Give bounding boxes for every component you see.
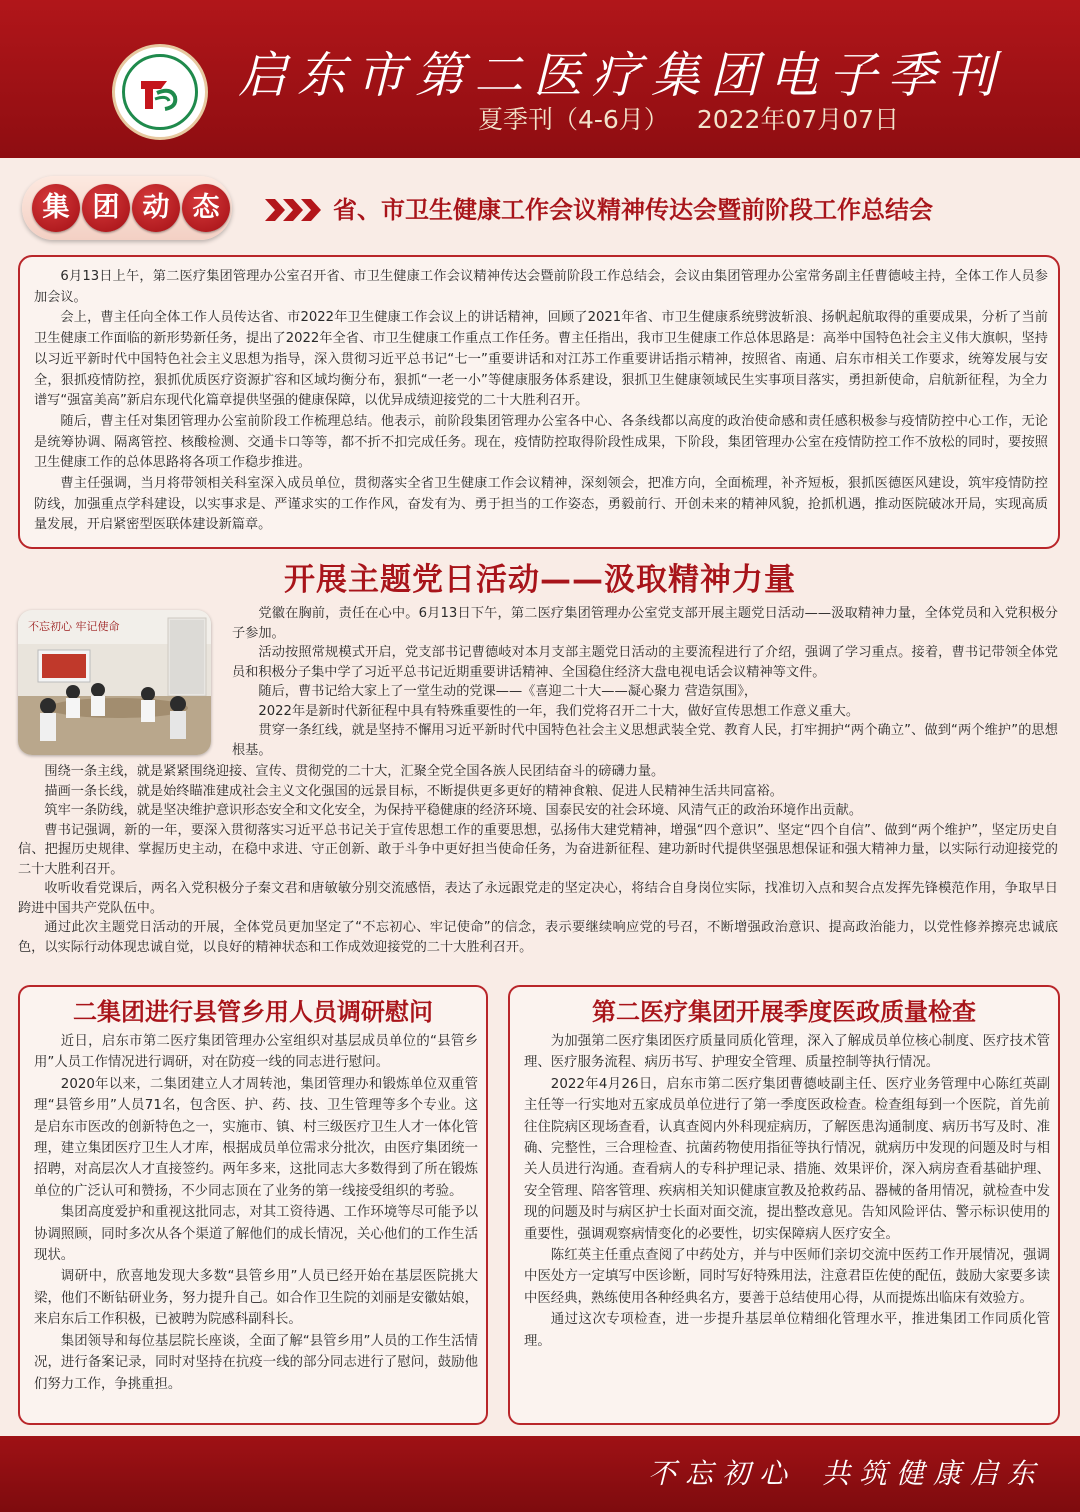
badge-char: 态 [182,184,230,232]
paragraph: 集团高度爱护和重视这批同志，对其工资待遇、工作环境等尽可能予以协调照顾，同时多次从各个渠道了解他们的成长情况，关心他们的工作生活现状。 [34,1205,478,1264]
paragraph: 2020年以来，二集团建立人才周转池，集团管理办和锻炼单位双重管理“县管乡用”人员71名，包含医、护、药、技、卫生管理等多个专业。这是启东市医改的创新特色之一，实施市、镇、村三级医疗卫生人才一体化管理，建立集团医疗卫生人才库，根据成员单位需求分批次，由医疗集团统一招聘，对高层次人才直接签约。两年多来，这批同志大多数得到了所在锻炼单位的广泛认可和赞扬，不少同志顶在了业务的第一线接受组织的考验。 [34,1076,478,1199]
badge-char: 集 [32,184,80,232]
article-party-day-body [18,762,1058,957]
paragraph: 曹主任强调，当月将带领相关科室深入成员单位，贯彻落实全省卫生健康工作会议精神，深刻领会，把准方向，全面梳理，补齐短板，狠抓医德医风建设，筑牢疫情防控防线，加强重点学科建设，以实事求是、严谨求实的工作作风，奋发有为、勇于担当的工作姿态，勇毅前行、开创未来的精神风貌，抢抓机遇，推动医院破冰开局，实现高质量发展，开启紧密型医联体建设新篇章。 [34,476,1048,533]
section-headline: 省、市卫生健康工作会议精神传达会暨前阶段工作总结会 [333,196,933,224]
paragraph: 为加强第二医疗集团医疗质量同质化管理，深入了解成员单位核心制度、医疗技术管理、医疗服务流程、病历书写、护理安全管理、质量控制等执行情况。 [524,1034,1050,1071]
issue-date: 2022年07月07日 [696,105,900,134]
paragraph: 集团领导和每位基层院长座谈，全面了解“县管乡用”人员的工作生活情况，进行备案记录，同时对坚持在抗疫一线的部分同志进行了慰问，鼓励他们努力工作，争挑重担。 [34,1333,478,1392]
paragraph: 活动按照常规模式开启，党支部书记曹德岐对本月支部主题党日活动的主要流程进行了介绍，强调了学习重点。接着，曹书记带领全体党员和积极分子集中学了习近平总书记近期重要讲话精神、全国稳住经济大盘电视电话会议精神等文件。 [232,645,1058,680]
badge-char: 团 [82,184,130,232]
party-day-photo [18,610,211,755]
slogan-part: 共筑健康启东 [821,1457,1044,1490]
paragraph: 6月13日上午，第二医疗集团管理办公室召开省、市卫生健康工作会议精神传达会暨前阶段工作总结会，会议由集团管理办公室常务副主任曹德岐主持，全体工作人员参加会议。 [34,269,1048,305]
paragraph: 会上，曹主任向全体工作人员传达省、市2022年卫生健康工作会议上的讲话精神，回顾了2021年省、市卫生健康系统劈波斩浪、扬帆起航取得的重要成果，分析了当前卫生健康工作面临的新形势新任务，提出了2022年全省、市卫生健康工作重点工作任务。曹主任指出，我市卫生健康工作总体思路是：高举中国特色社会主义伟大旗帜，坚持以习近平新时代中国特色社会主义思想为指导，深入贯彻习近平总书记“七一”重要讲话和对江苏工作重要讲话指示精神，按照省、南通、启东市相关工作要求，统筹发展与安全，狠抓疫情防控，狠抓优质医疗资源扩容和区域均衡分布，狠抓“一老一小”等健康服务体系建设，狠抓卫生健康领域民生实事项目落实，勇担新使命，启航新征程，为全力谱写“强富美高”新启东现代化篇章提供坚强的健康保障，以优异成绩迎接党的二十大胜利召开。 [34,310,1048,409]
issue-line [478,100,899,140]
article-meeting [18,255,1060,549]
group-logo-icon [112,44,208,140]
paragraph: 通过这次专项检查，进一步提升基层单位精细化管理水平，推进集团工作同质化管理。 [524,1312,1050,1349]
article-title: 二集团进行县管乡用人员调研慰问 [73,998,433,1026]
paragraph: 调研中，欣喜地发现大多数“县管乡用”人员已经开始在基层医院挑大梁，他们不断钻研业务，努力提升自己。如合作卫生院的刘丽是安徽姑娘，来启东后工作积极，已被聘为院感科副科长。 [34,1269,478,1328]
paragraph: 2022年4月26日，启东市第二医疗集团曹德岐副主任、医疗业务管理中心陈红英副主任等一行实地对五家成员单位进行了第一季度医政检查。检查组每到一个医院，首先前往住院病区现场查看，认真查阅内外科现症病历，了解医患沟通制度、病历书写及时、准确、完整性，三合理检查、抗菌药物使用指征等执行情况，就病历中发现的问题及时与相关人员进行沟通。查看病人的专科护理记录、措施、效果评价，深入病房查看基础护理、安全管理、陪客管理、疾病相关知识健康宣教及抢救药品、器械的备用情况，就检查中发现的问题及时与病区护士长面对面交流，提出整改意见。告知风险评估、警示标识使用的重要性，强调观察病情变化的必要性，切实保障病人医疗安全。 [524,1076,1050,1242]
footer-slogan [648,1450,1044,1498]
footer-bar [0,1436,1080,1512]
paragraph: 随后，曹主任对集团管理办公室前阶段工作梳理总结。他表示，前阶段集团管理办公室各中心、各条线都以高度的政治使命感和责任感积极参与疫情防控中心工作，无论是统筹协调、隔离管控、核酸检测、交通卡口等等，都不折不扣完成任务。现在，疫情防控取得阶段性成果，下阶段，集团管理办公室在疫情防控工作不放松的同时，要按照卫生健康工作的总体思路将各项工作稳步推进。 [34,413,1048,471]
paragraph: 近日，启东市第二医疗集团管理办公室组织对基层成员单位的“县管乡用”人员工作情况进行调研，对在防疫一线的同志进行慰问。 [34,1034,478,1071]
paragraph: 通过此次主题党日活动的开展，全体党员更加坚定了“不忘初心、牢记使命”的信念，表示要继续响应党的号召，不断增强政治意识、提高政治能力，以党性修养擦亮忠诚底色，以实际行动体现忠诚自觉，以良好的精神状态和工作成效迎接党的二十大胜利召开。 [18,920,1058,955]
article-party-day-intro [232,604,1058,760]
article-title: 开展主题党日活动——汲取精神力量 [284,562,796,598]
paragraph: 贯穿一条红线，就是坚持不懈用习近平新时代中国特色社会主义思想武装全党、教育人民，打牢拥护“两个确立”、做到“两个维护”的思想根基。 [232,723,1058,758]
badge-char: 动 [132,184,180,232]
article-quality-inspection [508,985,1060,1425]
paragraph: 筑牢一条防线，就是坚决维护意识形态安全和文化安全，为保持平稳健康的经济环境、国泰民安的社会环境、风清气正的政治环境作出贡献。 [44,803,863,818]
triple-chevron-icon [263,196,325,224]
svg-text:不忘初心 牢记使命: 不忘初心 牢记使命 [28,620,120,633]
journal-title: 启东市第二医疗集团电子季刊 [238,47,1006,104]
paragraph: 党徽在胸前，责任在心中。6月13日下午，第二医疗集团管理办公室党支部开展主题党日活动——汲取精神力量，全体党员和入党积极分子参加。 [232,606,1058,641]
paragraph: 收听收看党课后，两名入党积极分子秦文君和唐敏敏分别交流感悟，表达了永远跟党走的坚定决心，将结合自身岗位实际，找准切入点和契合点发挥先锋模范作用，争取早日跨进中国共产党队伍中。 [18,881,1058,916]
masthead [0,0,1080,158]
paragraph: 曹书记强调，新的一年，要深入贯彻落实习近平总书记关于宣传思想工作的重要思想，弘扬伟大建党精神，增强“四个意识”、坚定“四个自信”、做到“两个维护”，坚定历史自信、把握历史规律、掌握历史主动，在稳中求进、守正创新、敢于斗争中更好担当使命任务，为奋进新征程、建功新时代提供坚强思想保证和强大精神力量，以实际行动迎接党的二十大胜利召开。 [18,822,1058,877]
section-badge [22,176,232,240]
issue-label: 夏季刊（4-6月） [478,105,669,134]
article-title: 第二医疗集团开展季度医政质量检查 [592,998,976,1026]
article-staff-survey [18,985,488,1425]
paragraph: 描画一条长线，就是始终瞄准建成社会主义文化强国的远景目标，不断提供更多更好的精神食粮、促进人民精神生活共同富裕。 [44,783,783,799]
paragraph: 随后，曹书记给大家上了一堂生动的党课——《喜迎二十大——凝心聚力 营造氛围》， [258,684,758,699]
paragraph: 2022年是新时代新征程中具有特殊重要性的一年，我们党将召开二十大，做好宣传思想工作意义重大。 [258,703,860,719]
paragraph: 围绕一条主线，就是紧紧围绕迎接、宣传、贯彻党的二十大，汇聚全党全国各族人民团结奋斗的磅礴力量。 [44,764,665,779]
paragraph: 陈红英主任重点查阅了中药处方，并与中医师们亲切交流中医药工作开展情况，强调中医处方一定填写中医诊断，同时写好特殊用法，注意君臣佐使的配伍，鼓励大家要多读中医经典，熟练使用各种经典名方，要善于总结使用心得，从而提炼出临床有效验方。 [524,1248,1050,1306]
slogan-part: 不忘初心 [647,1457,796,1490]
